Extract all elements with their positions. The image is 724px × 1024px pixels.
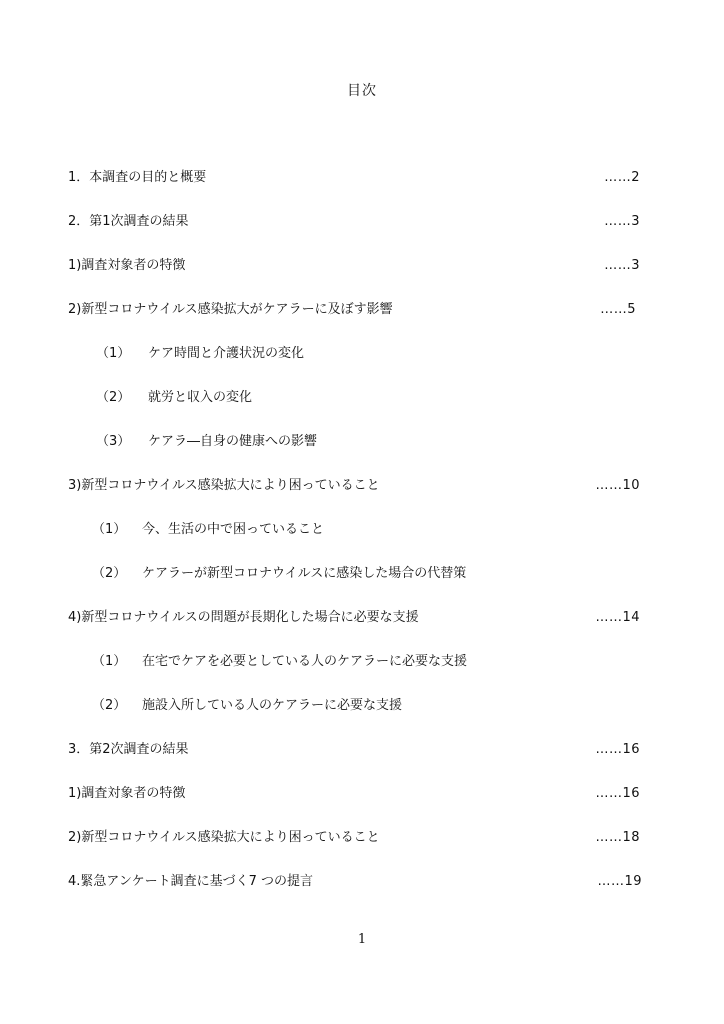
toc-entry-marker: （2） — [92, 566, 127, 581]
page-number: 1 — [357, 932, 367, 947]
toc-entry-page: ……5 — [600, 302, 636, 317]
toc-entry-2-4-1[interactable] — [92, 652, 636, 672]
toc-entry-page: ……16 — [595, 742, 640, 757]
toc-entry-3[interactable] — [68, 740, 640, 760]
toc-entry-label: ケア時間と介護状況の変化 — [148, 346, 305, 361]
toc-entry-2-4-2[interactable] — [92, 696, 636, 716]
toc-entry-3-2[interactable] — [68, 828, 640, 848]
toc-entry-marker: （1） — [96, 346, 131, 361]
toc-entry-2-2-1[interactable] — [96, 344, 636, 364]
toc-entry-2-3-1[interactable] — [92, 520, 636, 540]
toc-entry-page: ……16 — [595, 786, 640, 801]
toc-entry-2-1[interactable] — [68, 256, 640, 276]
toc-entry-2-4[interactable] — [68, 608, 640, 628]
table-of-contents — [0, 168, 724, 888]
toc-entry-label: 今、生活の中で困っていること — [142, 522, 325, 537]
toc-entry-page: ……3 — [604, 258, 640, 273]
toc-entry-label: 就労と収入の変化 — [148, 390, 253, 405]
toc-entry-page: ……19 — [597, 874, 642, 889]
toc-entry-label: ケアラ―自身の健康への影響 — [148, 434, 318, 449]
toc-entry-page: ……18 — [595, 830, 640, 845]
toc-entry-marker: （2） — [96, 390, 131, 405]
toc-entry-3-1[interactable] — [68, 784, 640, 804]
toc-entry-label: 1．本調査の目的と概要 — [68, 170, 207, 185]
toc-entry-label: 4)新型コロナウイルスの問題が長期化した場合に必要な支援 — [68, 610, 419, 625]
toc-entry-2-3[interactable] — [68, 476, 640, 496]
toc-entry-label: 3)新型コロナウイルス感染拡大により困っていること — [68, 478, 380, 493]
toc-entry-label: ケアラーが新型コロナウイルスに感染した場合の代替策 — [142, 566, 467, 581]
toc-entry-label: 1)調査対象者の特徴 — [68, 786, 186, 801]
toc-entry-2[interactable] — [68, 212, 640, 232]
toc-entry-page: ……14 — [595, 610, 640, 625]
toc-entry-2-2[interactable] — [68, 300, 636, 320]
toc-entry-page: ……2 — [604, 170, 640, 185]
toc-entry-2-2-2[interactable] — [96, 388, 636, 408]
toc-entry-label: 施設入所している人のケアラーに必要な支援 — [142, 698, 403, 713]
toc-entry-4[interactable] — [68, 872, 642, 892]
toc-entry-2-2-3[interactable] — [96, 432, 636, 452]
toc-entry-label: 2)新型コロナウイルス感染拡大がケアラーに及ぼす影響 — [68, 302, 393, 317]
toc-entry-marker: （2） — [92, 698, 127, 713]
document-title: 目次 — [347, 83, 377, 99]
toc-entry-label: 2)新型コロナウイルス感染拡大により困っていること — [68, 830, 380, 845]
toc-entry-label: 在宅でケアを必要としている人のケアラーに必要な支援 — [142, 654, 468, 669]
toc-entry-marker: （1） — [92, 654, 127, 669]
toc-entry-label: 2．第1次調査の結果 — [68, 214, 189, 229]
toc-entry-label: 4.緊急アンケート調査に基づく7 つの提言 — [68, 874, 314, 889]
toc-entry-2-3-2[interactable] — [92, 564, 636, 584]
toc-entry-page: ……10 — [595, 478, 640, 493]
toc-entry-page: ……3 — [604, 214, 640, 229]
toc-entry-marker: （1） — [92, 522, 127, 537]
toc-entry-label: 3．第2次調査の結果 — [68, 742, 189, 757]
toc-entry-label: 1)調査対象者の特徴 — [68, 258, 186, 273]
toc-entry-marker: （3） — [96, 434, 131, 449]
toc-entry-1[interactable] — [68, 168, 640, 188]
